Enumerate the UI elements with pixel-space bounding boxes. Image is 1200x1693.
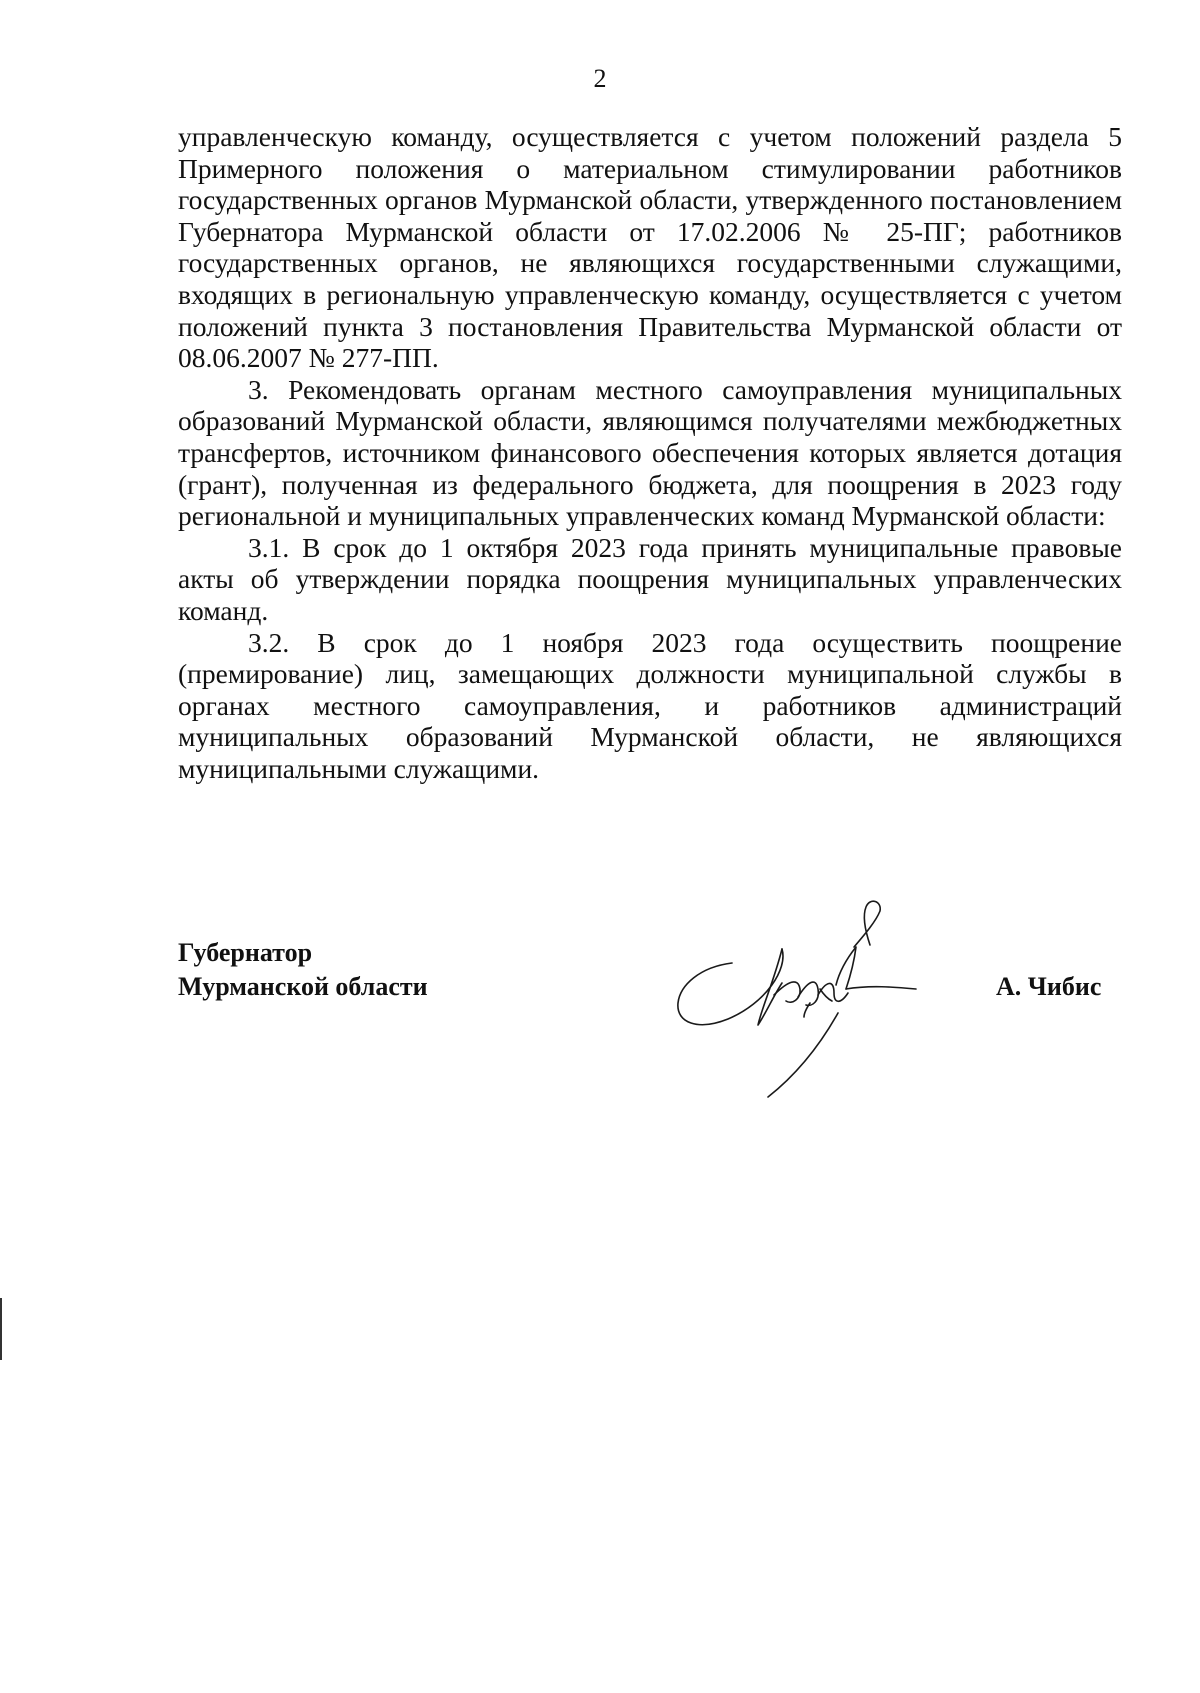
signatory-position-line1: Губернатор: [178, 938, 313, 967]
page-number: 2: [593, 64, 607, 93]
paragraph-item-3: 3. Рекомендовать органам местного самоуправления муниципальных образований Мурманской области, являющимся получателями межбюджетных трансфертов, источником финансового обеспечения которых является дотация (грант), полученная из федерального бюджета, для поощрения в 2023 году региональной и муниципальных управленческих команд Мурманской области:: [178, 373, 1122, 532]
paragraph-continuation: управленческую команду, осуществляется с учетом положений раздела 5 Примерного положения о материальном стимулировании работников государственных органов Мурманской области, утвержденного постановлением Губернатора Мурманской области от 17.02.2006 № 25-ПГ; работников государственных органов, не являющихся государственными служащими, входящих в региональную управленческую команду, осуществляется с учетом положений пункта 3 постановления Правительства Мурманской области от 08.06.2007 № 277-ПП.: [178, 121, 1122, 374]
scan-edge-mark: [0, 1298, 2, 1360]
signatory-position-line2: Мурманской области: [178, 972, 428, 1001]
document-body: [178, 121, 1122, 784]
signatory-name: А. Чибис: [996, 972, 1102, 1001]
paragraph-item-3-2: 3.2. В срок до 1 ноября 2023 года осуществить поощрение (премирование) лиц, замещающих должности муниципальной службы в органах местного самоуправления, и работников администраций муниципальных образований Мурманской области, не являющихся муниципальными служащими.: [178, 626, 1122, 784]
paragraph-item-3-1: 3.1. В срок до 1 октября 2023 года принять муниципальные правовые акты об утверждении порядка поощрения муниципальных управленческих команд.: [178, 531, 1122, 626]
signatory-position: [178, 936, 428, 1004]
handwritten-signature: [670, 885, 950, 1105]
